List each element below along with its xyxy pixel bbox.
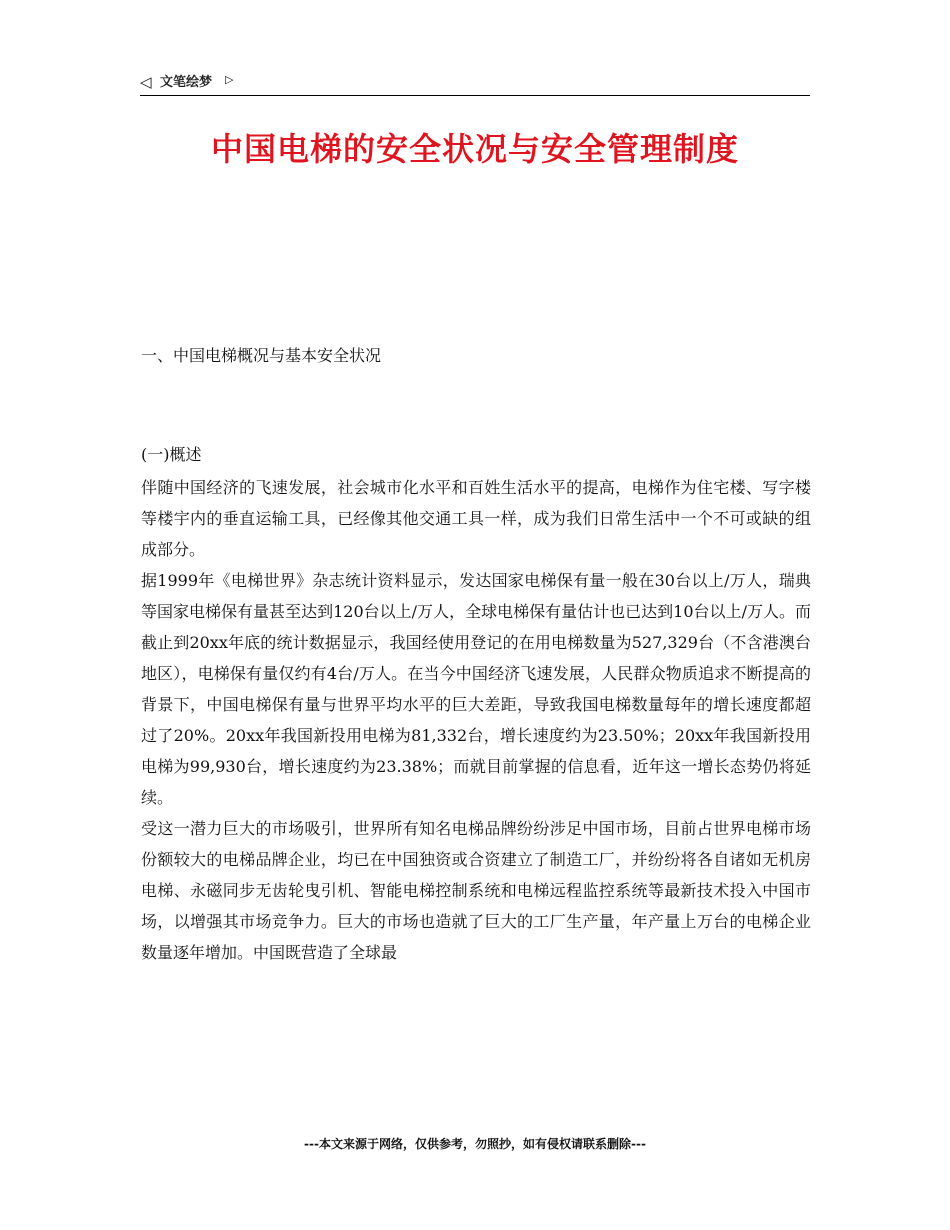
section-heading: 一、中国电梯概况与基本安全状况 [141,346,382,365]
header-brand: 文笔绘梦 [160,75,213,90]
page-footer: ---本文来源于网络，仅供参考，勿照抄，如有侵权请联系删除--- [304,1137,646,1151]
document-title: 中国电梯的安全状况与安全管理制度 [210,130,739,168]
paragraph: 据1999年《电梯世界》杂志统计资料显示，发达国家电梯保有量一般在30台以上/万人，瑞典等国家电梯保有量甚至达到120台以上/万人，全球电梯保有量估计也已达到10台以上/万人。而截止到20xx年底的统计数据显示，我国经使用登记的在用电梯数量为527,329台（不含港澳台地区），电梯保有量仅约有4台/万人。在当今中国经济飞速发展，人民群众物质追求不断提高的背景下，中国电梯保有量与世界平均水平的巨大差距，导致我国电梯数量每年的增长速度都超过了20%。20xx年我国新投用电梯为81,332台，增长速度约为23.50%；20xx年我国新投用电梯为99,930台，增长速度约为23.38%；而就目前掌握的信息看，近年这一增长态势仍将延续。 [141,571,811,807]
left-triangle-icon: ◁ [140,73,152,91]
right-triangle-icon: ▷ [225,73,234,86]
sub-heading: (一)概述 [141,445,202,464]
document-body [141,472,811,968]
paragraph: 伴随中国经济的飞速发展，社会城市化水平和百姓生活水平的提高，电梯作为住宅楼、写字楼等楼宇内的垂直运输工具，已经像其他交通工具一样，成为我们日常生活中一个不可或缺的组成部分。 [141,478,811,559]
page-header [140,70,810,96]
paragraph: 受这一潜力巨大的市场吸引，世界所有知名电梯品牌纷纷涉足中国市场，目前占世界电梯市场份额较大的电梯品牌企业，均已在中国独资或合资建立了制造工厂，并纷纷将各自诸如无机房电梯、永磁同步无齿轮曳引机、智能电梯控制系统和电梯远程监控系统等最新技术投入中国市场，以增强其市场竞争力。巨大的市场也造就了巨大的工厂生产量，年产量上万台的电梯企业数量逐年增加。中国既营造了全球最 [141,819,811,962]
